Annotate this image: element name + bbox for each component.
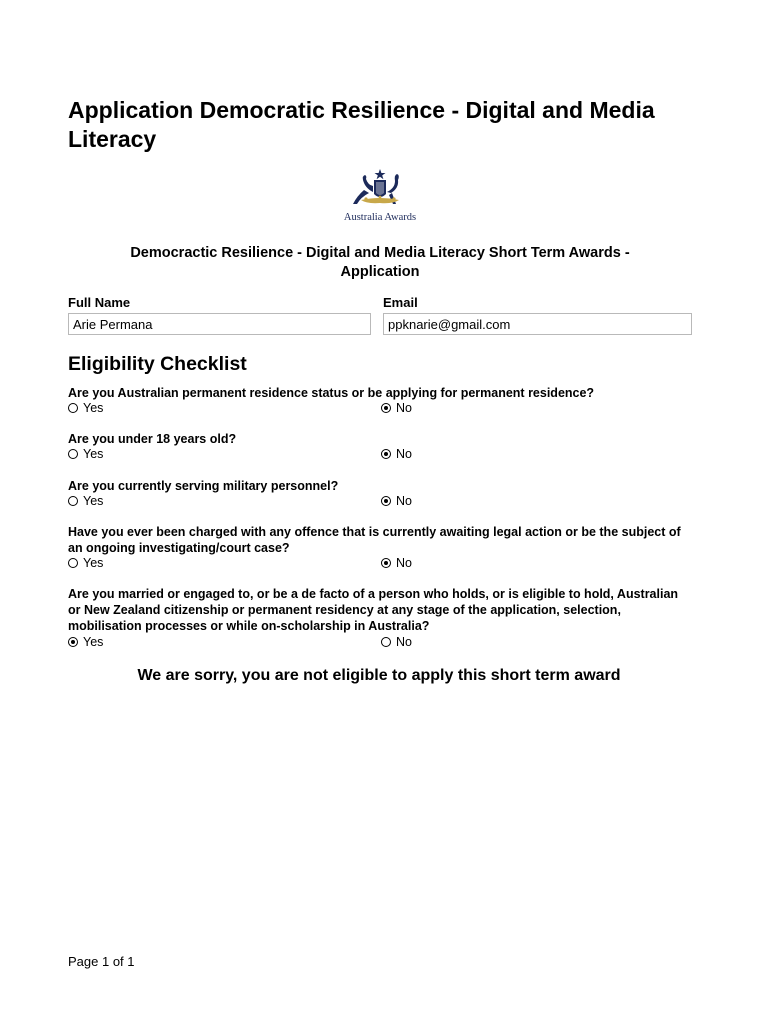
full-name-field[interactable]: Arie Permana <box>68 313 371 335</box>
option-label: No <box>396 447 412 461</box>
question-3: Are you currently serving military personnel? <box>68 479 339 493</box>
radio-button-icon <box>381 496 391 506</box>
question-2-no-option[interactable] <box>381 447 412 461</box>
question-3-no-option[interactable] <box>381 494 412 508</box>
radio-button-icon <box>381 558 391 568</box>
option-label: Yes <box>83 401 104 415</box>
option-label: No <box>396 494 412 508</box>
question-2-yes-option[interactable] <box>68 447 103 461</box>
email-label: Email <box>383 295 418 310</box>
radio-button-icon <box>68 449 78 459</box>
logo-text: Australia Awards <box>343 212 417 223</box>
question-1: Are you Australian permanent residence status or be applying for permanent residence? <box>68 386 595 400</box>
form-heading: Democractic Resilience - Digital and Media Literacy Short Term Awards - Application <box>130 245 630 280</box>
option-label: Yes <box>83 447 104 461</box>
question-5-yes-option[interactable] <box>68 635 103 649</box>
eligibility-title: Eligibility Checklist <box>68 353 247 375</box>
option-label: Yes <box>83 494 104 508</box>
question-2: Are you under 18 years old? <box>68 432 237 446</box>
question-5: Are you married or engaged to, or be a de facto of a person who holds, or is eligible to hold, Australian or New Zealand citizenship or permanent residency at any stage of the application, selection, mobilisation processes or while on-scholarship in Australia? <box>68 587 679 633</box>
radio-button-icon <box>381 637 391 647</box>
option-label: Yes <box>83 635 104 649</box>
question-4-yes-option[interactable] <box>68 556 103 570</box>
document-title: Application Democratic Resilience - Digital and Media Literacy <box>68 97 655 152</box>
email-field[interactable]: ppknarie@gmail.com <box>383 313 692 335</box>
full-name-label: Full Name <box>68 295 131 310</box>
question-1-no-option[interactable] <box>381 401 412 415</box>
radio-button-icon <box>68 558 78 568</box>
question-1-yes-option[interactable] <box>68 401 103 415</box>
question-4: Have you ever been charged with any offence that is currently awaiting legal action or be the subject of an ongoing investigating/court case? <box>68 525 681 555</box>
eligibility-result-message: We are sorry, you are not eligible to apply this short term award <box>137 667 621 684</box>
radio-button-icon <box>381 403 391 413</box>
page-number: Page 1 of 1 <box>68 954 135 969</box>
radio-button-icon <box>68 637 78 647</box>
radio-button-icon <box>381 449 391 459</box>
radio-button-icon <box>68 496 78 506</box>
australia-awards-logo <box>333 166 427 228</box>
option-label: No <box>396 556 412 570</box>
question-5-no-option[interactable] <box>381 635 412 649</box>
radio-button-icon <box>68 403 78 413</box>
option-label: Yes <box>83 556 104 570</box>
question-3-yes-option[interactable] <box>68 494 103 508</box>
option-label: No <box>396 401 412 415</box>
coat-of-arms-icon <box>333 166 427 212</box>
question-4-no-option[interactable] <box>381 556 412 570</box>
option-label: No <box>396 635 412 649</box>
